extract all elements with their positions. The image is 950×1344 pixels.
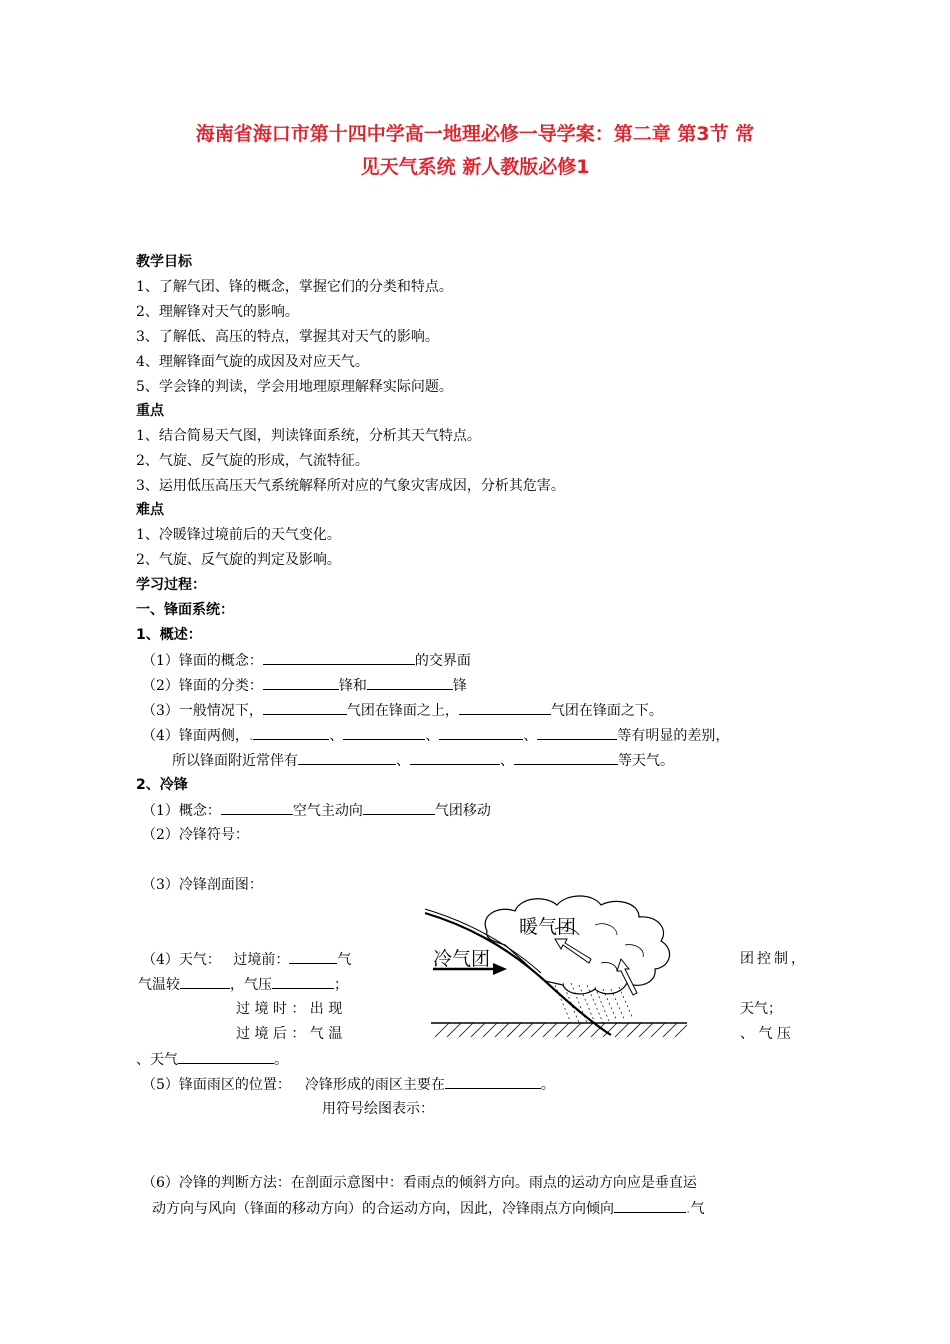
answer-blank[interactable] <box>537 725 617 740</box>
process-heading: 学习过程： <box>136 577 206 593</box>
key-points-heading: 重点 <box>136 403 164 419</box>
answer-blank[interactable] <box>180 974 230 989</box>
objective-item: 2、理解锋对天气的影响。 <box>136 304 299 320</box>
question-air-mass-position: （3）一般情况下， 气团在锋面之上， 气团在锋面之下。 <box>142 700 663 721</box>
question-judgement-method-cont: 动方向与风向（锋面的移动方向）的合运动方向，因此，冷锋雨点方向倾向 .气 <box>152 1198 704 1219</box>
weather-after-passage: 过 境 后 ： 气 温 <box>236 1026 343 1042</box>
answer-blank[interactable] <box>343 725 425 740</box>
answer-blank[interactable] <box>410 750 500 765</box>
question-front-concept: （1）锋面的概念： 的交界面 <box>142 650 471 671</box>
objective-item: 1、了解气团、锋的概念，掌握它们的分类和特点。 <box>136 279 453 295</box>
question-judgement-method: （6）冷锋的判断方法：在剖面示意图中：看雨点的倾斜方向。雨点的运动方向应是垂直运 <box>142 1175 697 1191</box>
key-point-item: 2、气旋、反气旋的形成，气流特征。 <box>136 453 369 469</box>
question-front-sides: （4）锋面两侧，. 、 、 、 等有明显的差别， <box>142 725 729 746</box>
weather-before-temperature: 气温较 ，气压 ； <box>138 974 348 995</box>
weather-after-pressure: 、 气 压 <box>740 1026 791 1042</box>
key-point-item: 1、结合简易天气图，判读锋面系统，分析其天气特点。 <box>136 428 481 444</box>
document-title <box>130 118 820 184</box>
cloud-shape <box>485 896 669 994</box>
cold-front-profile-diagram <box>395 885 725 1043</box>
answer-blank[interactable] <box>263 675 339 690</box>
question-cold-front-symbol: （2）冷锋符号： <box>142 827 249 843</box>
answer-blank[interactable] <box>614 1198 686 1213</box>
answer-blank[interactable] <box>459 700 551 715</box>
question-rain-area-drawing: 用符号绘图表示： <box>322 1101 434 1117</box>
answer-blank[interactable] <box>178 1049 274 1064</box>
title-line-1: 海南省海口市第十四中学高一地理必修一导学案：第二章 第3节 常 <box>195 123 755 145</box>
weather-during-suffix: 天气； <box>740 1001 782 1017</box>
objective-item: 3、了解低、高压的特点，掌握其对天气的影响。 <box>136 329 439 345</box>
answer-blank[interactable] <box>514 750 618 765</box>
difficulty-item: 1、冷暖锋过境前后的天气变化。 <box>136 527 341 543</box>
title-line-2: 见天气系统 新人教版必修1 <box>360 156 590 178</box>
answer-blank[interactable] <box>263 650 415 665</box>
cold-air-mass-label: 冷气团 <box>433 948 491 970</box>
answer-blank[interactable] <box>289 949 337 964</box>
objective-item: 5、学会锋的判读，学会用地理原理解释实际问题。 <box>136 379 453 395</box>
answer-blank[interactable] <box>263 700 347 715</box>
warm-air-mass-label: 暖气团 <box>519 916 577 938</box>
question-cold-front-profile: （3）冷锋剖面图： <box>142 877 263 893</box>
answer-blank[interactable] <box>445 1074 541 1089</box>
objective-item: 4、理解锋面气旋的成因及对应天气。 <box>136 354 369 370</box>
difficulties-heading: 难点 <box>136 502 164 518</box>
objectives-heading: 教学目标 <box>136 254 192 270</box>
answer-blank[interactable] <box>363 800 435 815</box>
ground-hatching <box>435 1023 687 1037</box>
question-rain-area: （5）锋面雨区的位置： 冷锋形成的雨区主要在 。 <box>142 1074 555 1095</box>
weather-during-passage: 过 境 时 ： 出 现 <box>236 1001 343 1017</box>
question-front-weather: 所以锋面附近常伴有 、 、 等天气。 <box>172 750 674 771</box>
answer-blank[interactable] <box>272 974 334 989</box>
answer-blank[interactable] <box>298 750 396 765</box>
subsection-heading: 2、冷锋 <box>136 777 188 793</box>
section-heading: 一、锋面系统： <box>136 602 234 618</box>
answer-blank[interactable] <box>439 725 523 740</box>
difficulty-item: 2、气旋、反气旋的判定及影响。 <box>136 552 341 568</box>
question-front-types: （2）锋面的分类： 锋和 锋 <box>142 675 467 696</box>
key-point-item: 3、运用低压高压天气系统解释所对应的气象灾害成因，分析其危害。 <box>136 478 565 494</box>
answer-blank[interactable] <box>367 675 453 690</box>
question-cold-front-concept: （1）概念： 空气主动向 气团移动 <box>142 800 491 821</box>
weather-label: （4）天气： 过境前： 气 <box>142 949 351 970</box>
subsection-heading: 1、概述： <box>136 627 202 643</box>
weather-controlled-text: 团控制， <box>740 951 808 967</box>
answer-blank[interactable] <box>253 725 329 740</box>
weather-after-weather: 、天气 。 <box>136 1049 288 1070</box>
answer-blank[interactable] <box>221 800 293 815</box>
